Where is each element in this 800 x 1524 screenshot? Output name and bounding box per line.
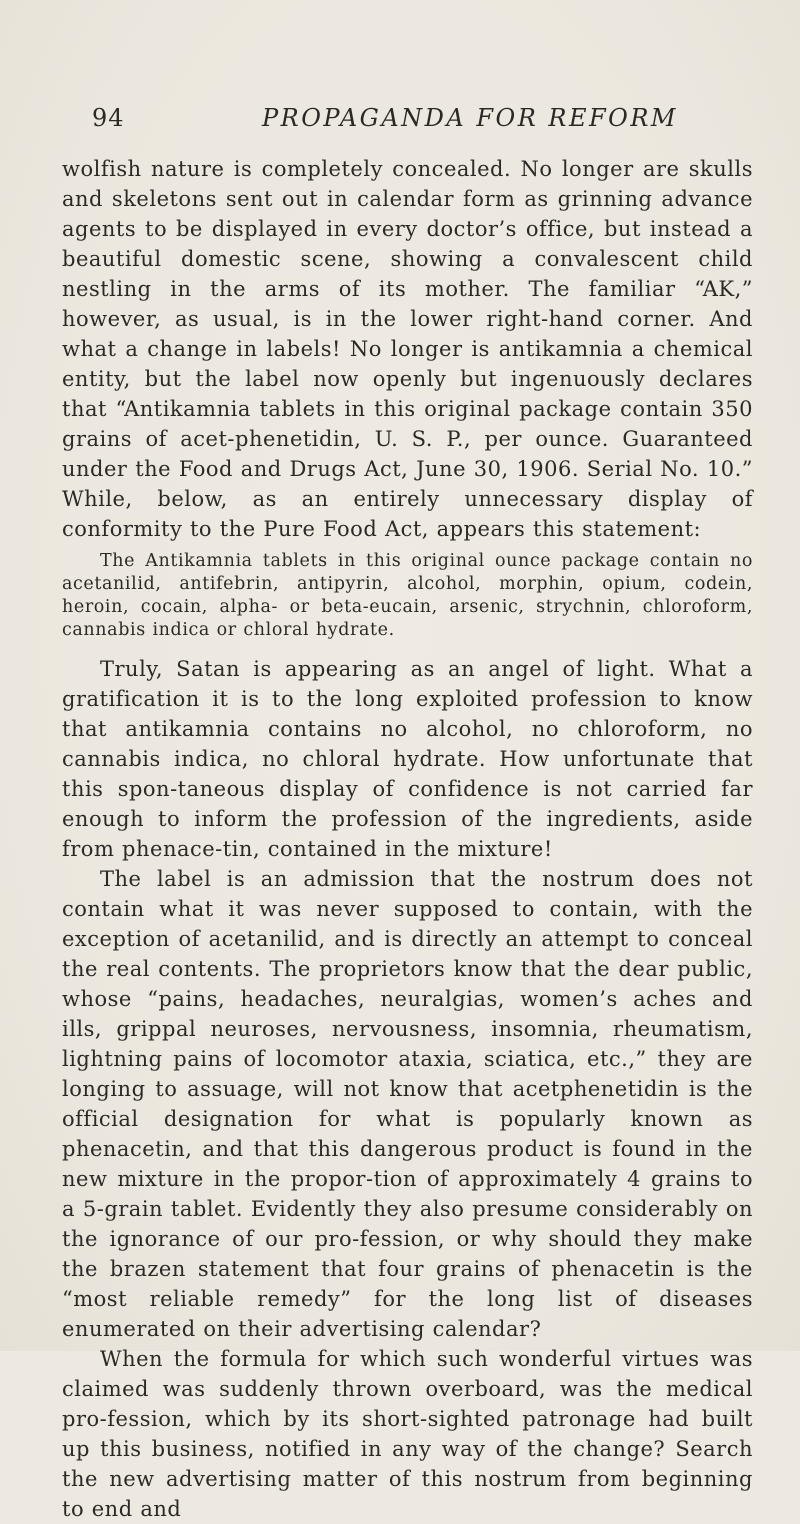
paragraph: When the formula for which such wonderful virtues was claimed was suddenly thrown overboard, was the medical pro-fession, which by its short-sighted patronage had built up this business, notified in any way of the change? Search the new advertising matter of this nostrum from beginning to end and xyxy=(62,1347,753,1521)
running-title: PROPAGANDA FOR REFORM xyxy=(262,104,678,132)
body-text xyxy=(62,154,753,1524)
paragraph: Truly, Satan is appearing as an angel of light. What a gratification it is to the long exploited profession to know that antikamnia contains no alcohol, no chloroform, no cannabis indica, no chloral hydrate. How unfortunate that this spon-taneous display of confidence is not carried far enough to inform the profession of the ingredients, aside from phenace-tin, contained in the mixture! xyxy=(62,657,753,861)
paragraph-continued: wolfish nature is completely concealed. No longer are skulls and skeletons sent out in calendar form as grinning advance agents to be displayed in every doctor’s office, but instead a beautiful domestic scene, showing a convalescent child nestling in the arms of its mother. The familiar “AK,” however, as usual, is in the lower right-hand corner. And what a change in labels! No longer is antikamnia a chemical entity, but the label now openly but ingenuously declares that “Antikamnia tablets in this original package contain 350 grains of acet-phenetidin, U. S. P., per ounce. Guaranteed under the Food and Drugs Act, June 30, 1906. Serial No. 10.” While, below, as an entirely unnecessary display of conformity to the Pure Food Act, appears this statement: xyxy=(62,157,753,541)
quoted-statement: The Antikamnia tablets in this original ounce package contain no acetanilid, antifebrin, antipyrin, alcohol, morphin, opium, codein, heroin, cocain, alpha- or beta-eucain, arsenic, strychnin, chloroform, cannabis indica or chloral hydrate. xyxy=(62,551,753,640)
page-number: 94 xyxy=(92,104,125,132)
label-statement-quote xyxy=(62,550,753,642)
running-head xyxy=(62,104,753,136)
paragraph: The label is an admission that the nostrum does not contain what it was never supposed to contain, with the exception of acetanilid, and is directly an attempt to conceal the real contents. The proprietors know that the dear public, whose “pains, headaches, neuralgias, women’s aches and ills, grippal neuroses, nervousness, insomnia, rheumatism, lightning pains of locomotor ataxia, sciatica, etc.,” they are longing to assuage, will not know that acetphenetidin is the official designation for what is popularly known as phenacetin, and that this dangerous product is found in the new mixture in the propor-tion of approximately 4 grains to a 5-grain tablet. Evidently they also presume considerably on the ignorance of our pro-fession, or why should they make the brazen statement that four grains of phenacetin is the “most reliable remedy” for the long list of diseases enumerated on their advertising calendar? xyxy=(62,867,753,1341)
